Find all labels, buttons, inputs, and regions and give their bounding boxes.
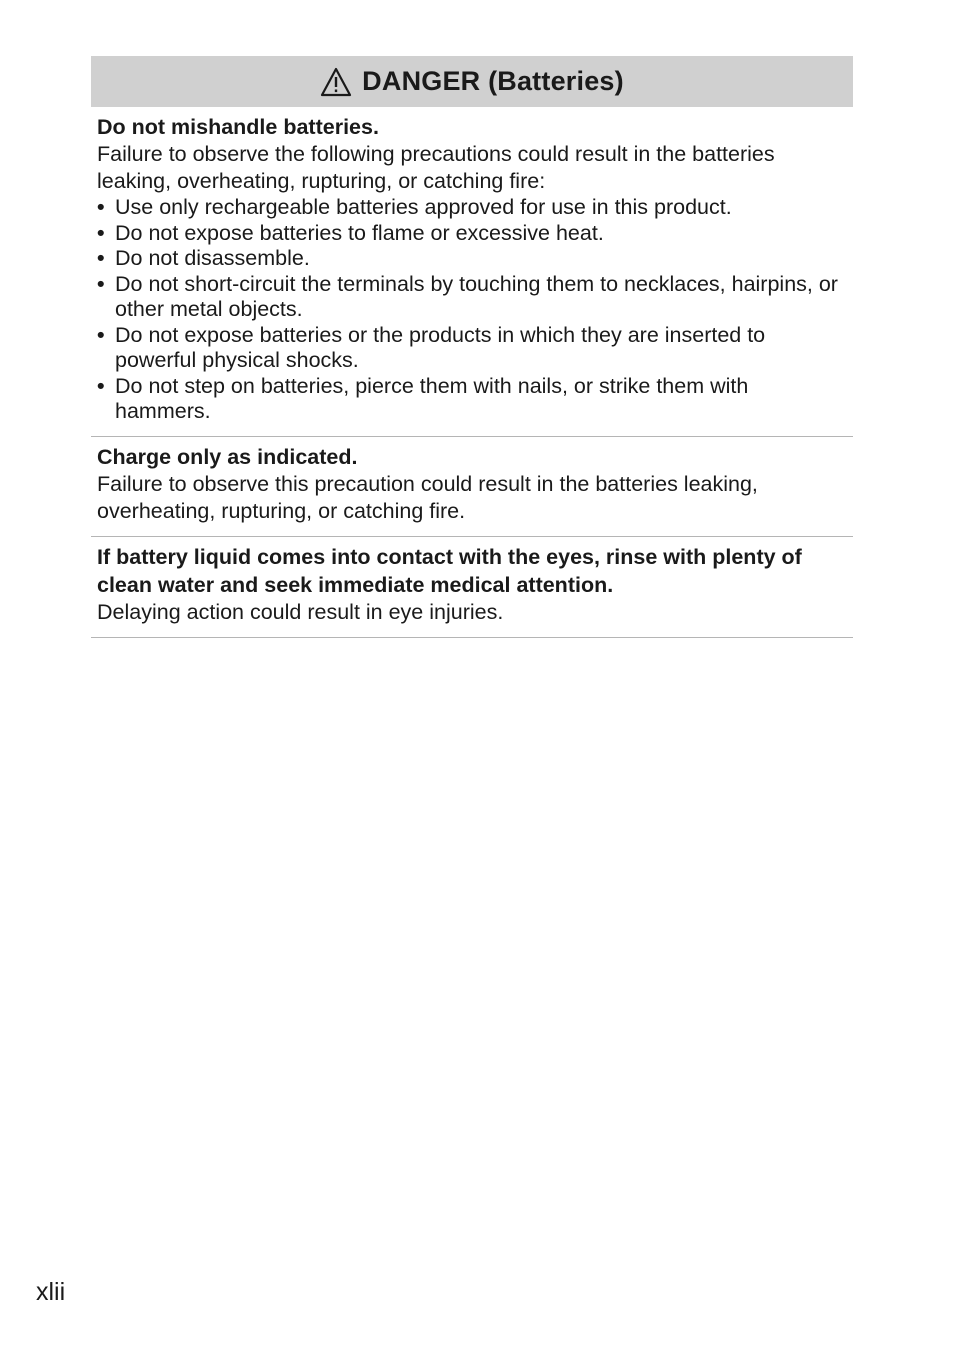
warning-triangle-icon bbox=[320, 67, 352, 97]
bullet-icon: • bbox=[97, 246, 105, 270]
section-charge-only bbox=[91, 437, 853, 537]
list-item-text: Use only rechargeable batteries approved for use in this product. bbox=[115, 195, 732, 219]
section-heading: Charge only as indicated. bbox=[97, 444, 358, 469]
list-item bbox=[97, 323, 847, 374]
danger-header bbox=[91, 56, 853, 107]
bullet-icon: • bbox=[97, 373, 105, 398]
precaution-list bbox=[97, 195, 847, 425]
page-title: DANGER (Batteries) bbox=[362, 66, 624, 96]
section-text: Failure to observe this precaution could result in the batteries leaking, overheating, rupturing, or catching fire. bbox=[97, 471, 758, 523]
section-heading: If battery liquid comes into contact with the eyes, rinse with plenty of clean water and seek immediate medical attention. bbox=[97, 544, 802, 597]
list-item-text: Do not short-circuit the terminals by touching them to necklaces, hairpins, or other metal objects. bbox=[115, 271, 838, 321]
list-item bbox=[97, 272, 847, 323]
list-item-text: Do not expose batteries to flame or excessive heat. bbox=[115, 220, 604, 245]
list-item-text: Do not step on batteries, pierce them with nails, or strike them with hammers. bbox=[115, 373, 749, 423]
bullet-icon: • bbox=[97, 195, 105, 219]
section-mishandle-batteries bbox=[91, 107, 853, 437]
list-item bbox=[97, 221, 847, 247]
bullet-icon: • bbox=[97, 271, 105, 296]
section-eye-contact bbox=[91, 537, 853, 638]
list-item bbox=[97, 195, 847, 221]
bullet-icon: • bbox=[97, 322, 105, 347]
section-text: Delaying action could result in eye injuries. bbox=[97, 599, 504, 624]
list-item bbox=[97, 374, 847, 425]
list-item-text: Do not disassemble. bbox=[115, 246, 310, 270]
page-number: xlii bbox=[36, 1278, 66, 1306]
danger-batteries-panel bbox=[91, 56, 853, 638]
section-text: Failure to observe the following precautions could result in the batteries leaking, overheating, rupturing, or catching fire: bbox=[97, 142, 775, 193]
section-heading: Do not mishandle batteries. bbox=[97, 115, 379, 139]
bullet-icon: • bbox=[97, 220, 105, 245]
list-item-text: Do not expose batteries or the products in which they are inserted to powerful physical shocks. bbox=[115, 322, 766, 372]
list-item bbox=[97, 246, 847, 272]
